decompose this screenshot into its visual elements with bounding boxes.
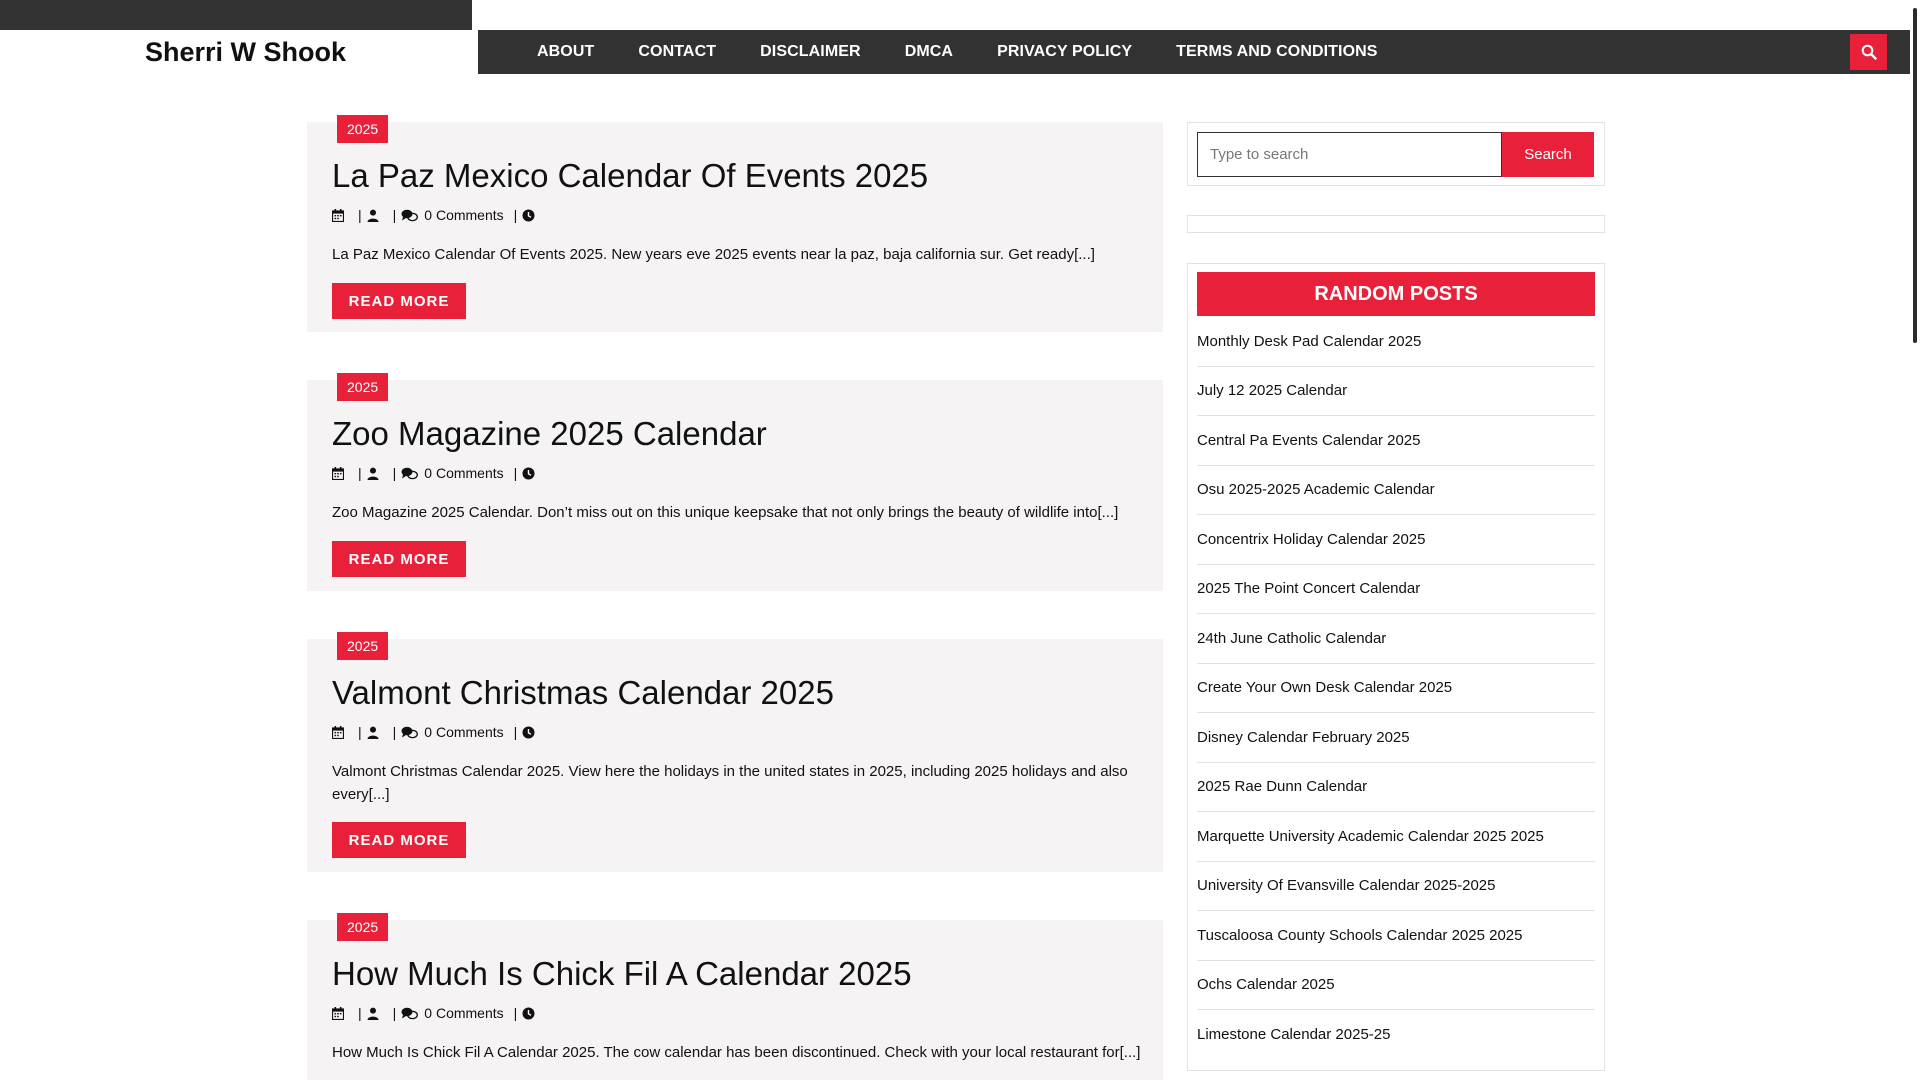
calendar-icon bbox=[332, 209, 344, 222]
search-widget bbox=[1187, 122, 1605, 186]
random-post-link[interactable]: 2025 Rae Dunn Calendar bbox=[1197, 763, 1595, 813]
category-badge[interactable]: 2025 bbox=[337, 913, 388, 941]
comments-count[interactable]: 0 Comments bbox=[424, 465, 504, 481]
post-excerpt: How Much Is Chick Fil A Calendar 2025. The cow calendar has been discontinued. Check with your local restaurant for[...] bbox=[332, 1044, 1141, 1061]
category-badge[interactable]: 2025 bbox=[337, 373, 388, 401]
scrollbar-thumb[interactable] bbox=[1913, 8, 1917, 343]
post-meta: | | 0 Comments | bbox=[332, 1005, 535, 1021]
random-posts-widget bbox=[1187, 263, 1605, 1071]
comments-count[interactable]: 0 Comments bbox=[424, 1005, 504, 1021]
comments-count[interactable]: 0 Comments bbox=[424, 724, 504, 740]
comments-icon bbox=[401, 726, 418, 739]
clock-icon bbox=[522, 467, 535, 480]
search-button[interactable]: Search bbox=[1502, 132, 1594, 177]
clock-icon bbox=[522, 209, 535, 222]
clock-icon bbox=[522, 726, 535, 739]
comments-icon bbox=[401, 1007, 418, 1020]
read-more-button[interactable]: READ MORE bbox=[332, 541, 466, 577]
post-card bbox=[307, 639, 1163, 872]
nav-item-disclaimer[interactable]: DISCLAIMER bbox=[760, 43, 861, 60]
post-excerpt: Valmont Christmas Calendar 2025. View here the holidays in the united states in 2025, including 2025 holidays and also every[...] bbox=[332, 763, 1128, 803]
post-meta: | | 0 Comments | bbox=[332, 207, 535, 223]
random-post-link[interactable]: 2025 The Point Concert Calendar bbox=[1197, 565, 1595, 615]
random-post-link[interactable]: Disney Calendar February 2025 bbox=[1197, 713, 1595, 763]
random-post-link[interactable]: Tuscaloosa County Schools Calendar 2025 2025 bbox=[1197, 911, 1595, 961]
category-badge[interactable]: 2025 bbox=[337, 115, 388, 143]
read-more-button[interactable]: READ MORE bbox=[332, 283, 466, 319]
nav-item-about[interactable]: ABOUT bbox=[537, 43, 595, 60]
post-excerpt: Zoo Magazine 2025 Calendar. Don’t miss out on this unique keepsake that not only brings the beauty of wildlife into[...] bbox=[332, 504, 1119, 521]
search-input[interactable] bbox=[1197, 132, 1502, 177]
random-posts-list bbox=[1197, 317, 1595, 1060]
clock-icon bbox=[522, 1007, 535, 1020]
comments-icon bbox=[401, 209, 418, 222]
random-post-link[interactable]: Marquette University Academic Calendar 2025 2025 bbox=[1197, 812, 1595, 862]
post-title[interactable]: Valmont Christmas Calendar 2025 bbox=[332, 674, 834, 711]
search-icon bbox=[1861, 44, 1877, 60]
post-excerpt: La Paz Mexico Calendar Of Events 2025. New years eve 2025 events near la paz, baja california sur. Get ready[...] bbox=[332, 246, 1095, 263]
post-title[interactable]: La Paz Mexico Calendar Of Events 2025 bbox=[332, 157, 929, 194]
random-post-link[interactable]: University Of Evansville Calendar 2025-2025 bbox=[1197, 862, 1595, 912]
empty-widget bbox=[1187, 215, 1605, 233]
random-post-link[interactable]: Concentrix Holiday Calendar 2025 bbox=[1197, 515, 1595, 565]
search-toggle-button[interactable] bbox=[1850, 34, 1887, 70]
post-card bbox=[307, 122, 1163, 332]
random-post-link[interactable]: Create Your Own Desk Calendar 2025 bbox=[1197, 664, 1595, 714]
user-icon bbox=[367, 1007, 379, 1020]
user-icon bbox=[367, 209, 379, 222]
calendar-icon bbox=[332, 1007, 344, 1020]
category-badge[interactable]: 2025 bbox=[337, 632, 388, 660]
post-title[interactable]: Zoo Magazine 2025 Calendar bbox=[332, 415, 767, 452]
calendar-icon bbox=[332, 726, 344, 739]
comments-count[interactable]: 0 Comments bbox=[424, 207, 504, 223]
nav-item-privacy-policy[interactable]: PRIVACY POLICY bbox=[997, 43, 1133, 60]
nav-item-contact[interactable]: CONTACT bbox=[638, 43, 717, 60]
random-post-link[interactable]: Osu 2025-2025 Academic Calendar bbox=[1197, 466, 1595, 516]
post-card bbox=[307, 920, 1163, 1080]
random-posts-title: RANDOM POSTS bbox=[1197, 272, 1595, 316]
nav-item-terms-and-conditions[interactable]: TERMS AND CONDITIONS bbox=[1176, 43, 1378, 60]
comments-icon bbox=[401, 467, 418, 480]
random-post-link[interactable]: July 12 2025 Calendar bbox=[1197, 367, 1595, 417]
random-post-link[interactable]: 24th June Catholic Calendar bbox=[1197, 614, 1595, 664]
random-post-link[interactable]: Central Pa Events Calendar 2025 bbox=[1197, 416, 1595, 466]
calendar-icon bbox=[332, 467, 344, 480]
nav-item-dmca[interactable]: DMCA bbox=[904, 43, 954, 60]
post-title[interactable]: How Much Is Chick Fil A Calendar 2025 bbox=[332, 955, 912, 992]
read-more-button[interactable]: READ MORE bbox=[332, 822, 466, 858]
post-meta: | | 0 Comments | bbox=[332, 724, 535, 740]
main-navigation bbox=[478, 30, 1910, 74]
post-meta: | | 0 Comments | bbox=[332, 465, 535, 481]
random-post-link[interactable]: Limestone Calendar 2025-25 bbox=[1197, 1026, 1391, 1044]
random-post-link[interactable]: Ochs Calendar 2025 bbox=[1197, 961, 1595, 1011]
user-icon bbox=[367, 467, 379, 480]
top-strip bbox=[0, 0, 472, 30]
random-post-link[interactable]: Monthly Desk Pad Calendar 2025 bbox=[1197, 317, 1595, 367]
post-card bbox=[307, 380, 1163, 591]
user-icon bbox=[367, 726, 379, 739]
site-title[interactable]: Sherri W Shook bbox=[145, 37, 347, 67]
